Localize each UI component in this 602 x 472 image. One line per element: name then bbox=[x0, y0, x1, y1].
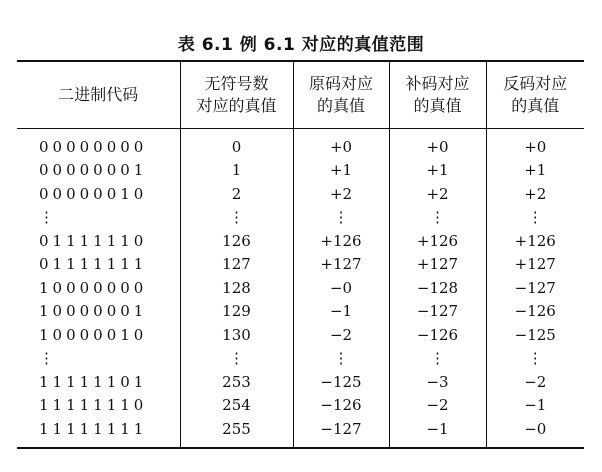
cell-ones-complement: +1 bbox=[486, 159, 584, 183]
table-row bbox=[17, 300, 584, 324]
cell-twos-complement: +2 bbox=[389, 182, 486, 206]
cell-sign-magnitude: +1 bbox=[293, 159, 389, 183]
cell-ones-complement: +0 bbox=[486, 129, 584, 159]
cell-unsigned: 1 bbox=[180, 159, 293, 183]
cell-unsigned: 255 bbox=[180, 417, 293, 448]
cell-binary: 00000001 bbox=[39, 161, 148, 180]
true-value-range-table bbox=[17, 60, 584, 449]
cell-ones-complement: −127 bbox=[486, 276, 584, 300]
cell-ones-complement: −126 bbox=[486, 300, 584, 324]
table-row bbox=[17, 276, 584, 300]
cell-binary: 00000000 bbox=[39, 137, 148, 156]
table-row bbox=[17, 229, 584, 253]
cell-unsigned: 130 bbox=[180, 323, 293, 347]
header-binary-code: 二进制代码 bbox=[17, 61, 180, 129]
cell-binary: 10000001 bbox=[39, 302, 148, 321]
cell-sign-magnitude: −2 bbox=[293, 323, 389, 347]
cell-ones-complement: +126 bbox=[486, 229, 584, 253]
cell-binary: 11111110 bbox=[39, 396, 148, 415]
table-row bbox=[17, 206, 584, 230]
cell-binary: 00000010 bbox=[39, 184, 148, 203]
table-row bbox=[17, 323, 584, 347]
cell-twos-complement: −1 bbox=[389, 417, 486, 448]
cell-binary: 11111111 bbox=[39, 419, 148, 438]
header-sign-magnitude: 原码对应 的真值 bbox=[293, 61, 389, 129]
table-header-row bbox=[17, 61, 584, 129]
table-row bbox=[17, 417, 584, 448]
cell-sign-magnitude: +127 bbox=[293, 253, 389, 277]
cell-unsigned: ⋮ bbox=[180, 347, 293, 371]
cell-ones-complement: ⋮ bbox=[486, 347, 584, 371]
cell-sign-magnitude: +0 bbox=[293, 129, 389, 159]
header-unsigned: 无符号数 对应的真值 bbox=[180, 61, 293, 129]
cell-sign-magnitude: ⋮ bbox=[293, 347, 389, 371]
cell-unsigned: 253 bbox=[180, 370, 293, 394]
cell-unsigned: 0 bbox=[180, 129, 293, 159]
cell-ones-complement: −2 bbox=[486, 370, 584, 394]
cell-twos-complement: −2 bbox=[389, 394, 486, 418]
cell-ones-complement: −1 bbox=[486, 394, 584, 418]
cell-twos-complement: ⋮ bbox=[389, 206, 486, 230]
cell-twos-complement: −127 bbox=[389, 300, 486, 324]
cell-sign-magnitude: −125 bbox=[293, 370, 389, 394]
cell-twos-complement: +126 bbox=[389, 229, 486, 253]
cell-binary: 11111101 bbox=[39, 372, 148, 391]
table-row bbox=[17, 347, 584, 371]
cell-ones-complement: +2 bbox=[486, 182, 584, 206]
cell-twos-complement: +127 bbox=[389, 253, 486, 277]
cell-twos-complement: +0 bbox=[389, 129, 486, 159]
cell-sign-magnitude: +2 bbox=[293, 182, 389, 206]
cell-binary: ⋮ bbox=[39, 349, 58, 368]
table-row bbox=[17, 159, 584, 183]
table-row bbox=[17, 370, 584, 394]
cell-binary: 10000010 bbox=[39, 325, 148, 344]
table-row bbox=[17, 253, 584, 277]
cell-unsigned: 127 bbox=[180, 253, 293, 277]
cell-twos-complement: ⋮ bbox=[389, 347, 486, 371]
cell-sign-magnitude: −126 bbox=[293, 394, 389, 418]
cell-ones-complement: ⋮ bbox=[486, 206, 584, 230]
cell-twos-complement: −126 bbox=[389, 323, 486, 347]
header-twos-complement: 补码对应 的真值 bbox=[389, 61, 486, 129]
cell-sign-magnitude: −0 bbox=[293, 276, 389, 300]
table-row bbox=[17, 129, 584, 159]
header-ones-complement: 反码对应 的真值 bbox=[486, 61, 584, 129]
cell-unsigned: 254 bbox=[180, 394, 293, 418]
table-row bbox=[17, 182, 584, 206]
cell-unsigned: 128 bbox=[180, 276, 293, 300]
cell-sign-magnitude: −127 bbox=[293, 417, 389, 448]
cell-binary: 01111111 bbox=[39, 255, 148, 274]
cell-sign-magnitude: +126 bbox=[293, 229, 389, 253]
cell-unsigned: 2 bbox=[180, 182, 293, 206]
cell-binary: 10000000 bbox=[39, 278, 148, 297]
cell-unsigned: 126 bbox=[180, 229, 293, 253]
cell-sign-magnitude: −1 bbox=[293, 300, 389, 324]
cell-binary: 01111110 bbox=[39, 231, 148, 250]
cell-ones-complement: +127 bbox=[486, 253, 584, 277]
cell-binary: ⋮ bbox=[39, 208, 58, 227]
cell-ones-complement: −125 bbox=[486, 323, 584, 347]
table-row bbox=[17, 394, 584, 418]
cell-twos-complement: +1 bbox=[389, 159, 486, 183]
cell-twos-complement: −3 bbox=[389, 370, 486, 394]
cell-twos-complement: −128 bbox=[389, 276, 486, 300]
cell-unsigned: ⋮ bbox=[180, 206, 293, 230]
cell-unsigned: 129 bbox=[180, 300, 293, 324]
cell-ones-complement: −0 bbox=[486, 417, 584, 448]
table-body bbox=[17, 129, 584, 448]
cell-sign-magnitude: ⋮ bbox=[293, 206, 389, 230]
table-caption: 表 6.1 例 6.1 对应的真值范围 bbox=[177, 35, 425, 55]
